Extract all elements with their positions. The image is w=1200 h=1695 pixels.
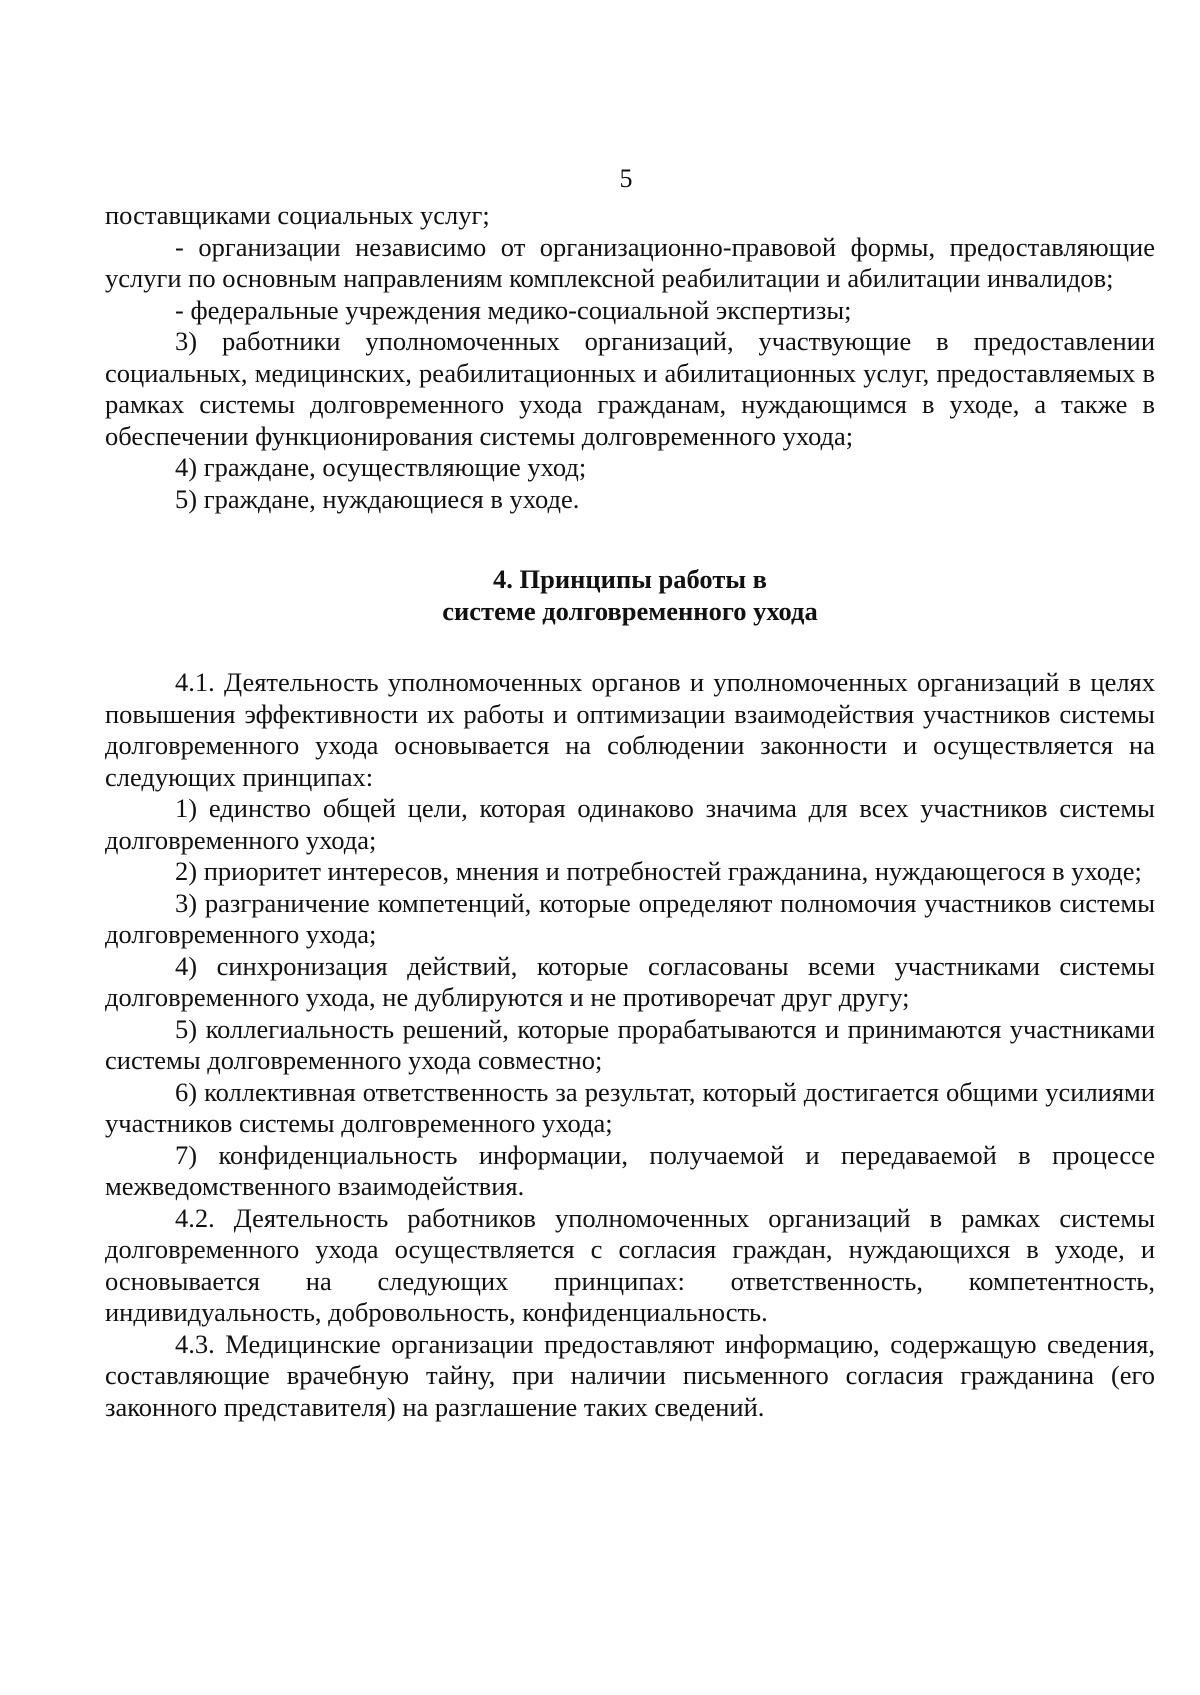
list-item-federal-institutions: - федеральные учреждения медико-социальной экспертизы; (175, 294, 852, 325)
principle-7: 7) конфиденциальность информации, получаемой и передаваемой в процессе межведомственного взаимодействия. (105, 1139, 1155, 1201)
clause-4-3: 4.3. Медицинские организации предоставляют информацию, содержащую сведения, составляющие врачебную тайну, при наличии письменного согласия гражданина (его законного представителя) на разглашение таких сведений. (105, 1328, 1155, 1422)
list-item-5: 5) граждане, нуждающиеся в уходе. (175, 483, 580, 514)
page-number: 5 (619, 164, 633, 193)
list-item-3: 3) работники уполномоченных организаций, участвующие в предоставлении социальных, медицинских, реабилитационных и абилитационных услуг, предоставляемых в рамках системы долговременного ухода гражданам, нуждающимся в уходе, а также в обеспечении функционирования системы долговременного ухода; (105, 326, 1155, 451)
section-heading (105, 563, 1155, 627)
principle-4: 4) синхронизация действий, которые согласованы всеми участниками системы долговременного ухода, не дублируются и не противоречат друг другу; (105, 950, 1155, 1012)
principle-1: 1) единство общей цели, которая одинаково значима для всех участников системы долговременного ухода; (105, 793, 1155, 855)
list-item-4: 4) граждане, осуществляющие уход; (175, 452, 587, 482)
principle-5: 5) коллегиальность решений, которые прорабатываются и принимаются участниками системы долговременного ухода совместно; (105, 1013, 1155, 1075)
paragraph-continuation: поставщиками социальных услуг; (105, 200, 490, 230)
clause-4-1: 4.1. Деятельность уполномоченных органов и уполномоченных организаций в целях повышения эффективности их работы и оптимизации взаимодействия участников системы долговременного ухода основывается на соблюдении законности и осуществляется на следующих принципах: (105, 667, 1155, 792)
principle-6: 6) коллективная ответственность за результат, который достигается общими усилиями участников системы долговременного ухода; (105, 1076, 1155, 1138)
document-body (105, 200, 1155, 1423)
section-heading-line-2: системе долговременного ухода (442, 596, 818, 626)
principle-3: 3) разграничение компетенций, которые определяют полномочия участников системы долговременного ухода; (105, 887, 1155, 949)
section-heading-line-1: 4. Принципы работы в (493, 564, 767, 594)
clause-4-2: 4.2. Деятельность работников уполномоченных организаций в рамках системы долговременного ухода осуществляется с согласия граждан, нуждающихся в уходе, и основывается на следующих принципах: ответственность, компетентность, индивидуальность, добровольность, конфиденциальность. (105, 1202, 1155, 1327)
principle-2: 2) приоритет интересов, мнения и потребностей гражданина, нуждающегося в уходе; (175, 856, 1142, 886)
list-item-organizations: - организации независимо от организационно-правовой формы, предоставляющие услуги по основным направлениям комплексной реабилитации и абилитации инвалидов; (105, 231, 1155, 293)
